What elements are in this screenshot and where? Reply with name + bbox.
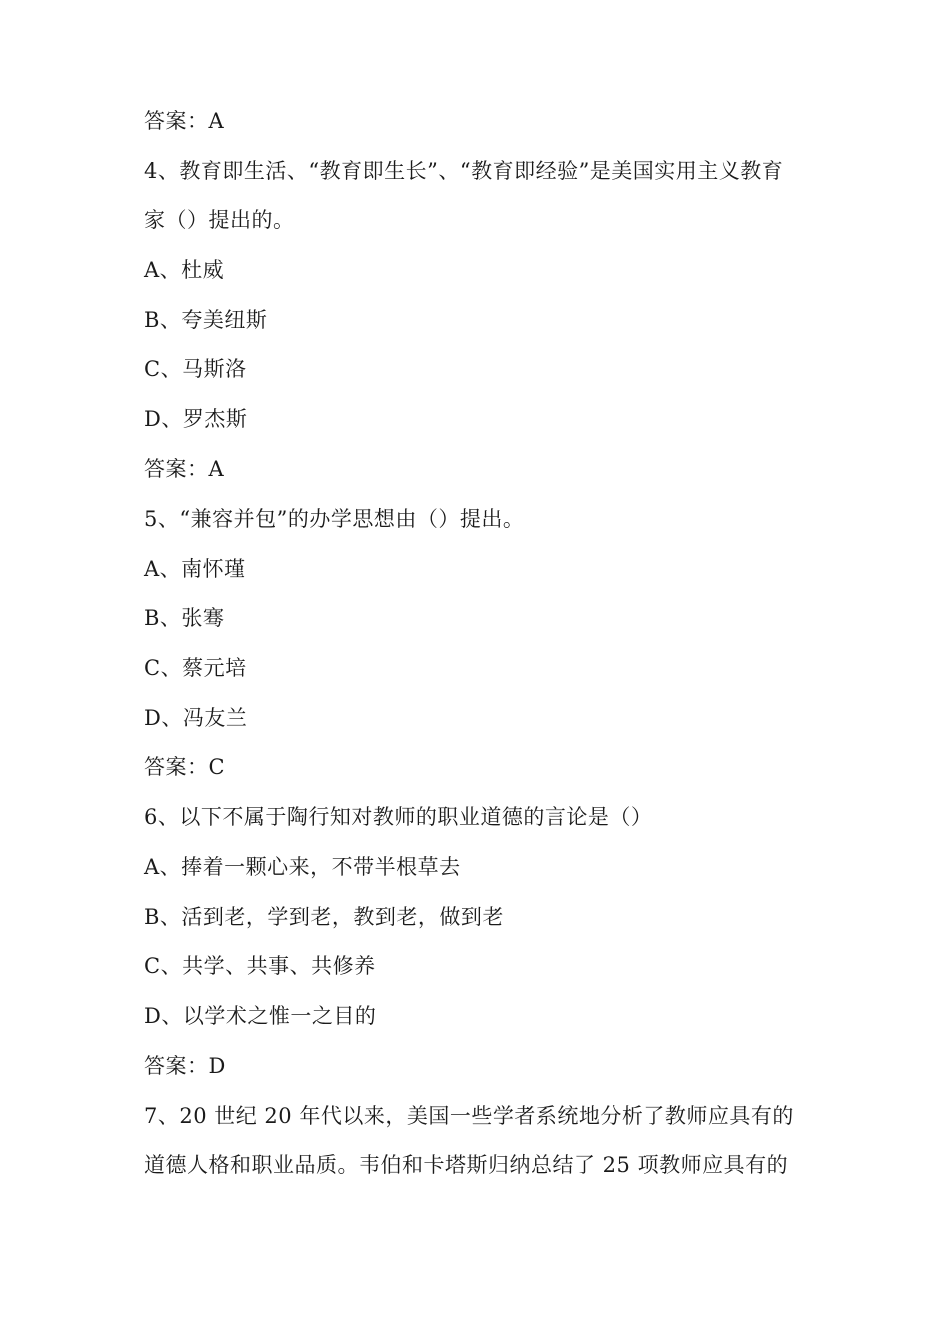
- answer-q4: 答案：A: [144, 457, 225, 481]
- answer-q3: 答案：A: [144, 109, 225, 133]
- question-4-option-d: D、罗杰斯: [144, 407, 248, 431]
- question-7-stem-line-2: 道德人格和职业品质。韦伯和卡塔斯归纳总结了 25 项教师应具有的: [144, 1153, 789, 1177]
- question-6-option-b: B、活到老，学到老，教到老，做到老: [144, 905, 504, 929]
- question-6-stem: 6、以下不属于陶行知对教师的职业道德的言论是（）: [144, 805, 653, 829]
- question-6-option-a: A、捧着一颗心来，不带半根草去: [144, 855, 461, 879]
- question-4-stem-line-1: 4、教育即生活、“教育即生长”、“教育即经验”是美国实用主义教育: [144, 159, 784, 183]
- question-5-option-c: C、蔡元培: [144, 656, 247, 680]
- question-7-stem-line-1: 7、20 世纪 20 年代以来，美国一些学者系统地分析了教师应具有的: [144, 1104, 794, 1128]
- question-4-option-b: B、夸美纽斯: [144, 308, 268, 332]
- question-4-option-a: A、杜威: [144, 258, 225, 282]
- question-5-option-d: D、冯友兰: [144, 706, 248, 730]
- question-6-option-c: C、共学、共事、共修养: [144, 954, 376, 978]
- answer-q5: 答案：C: [144, 755, 226, 779]
- question-4-option-c: C、马斯洛: [144, 357, 247, 381]
- question-4-stem-line-2: 家（）提出的。: [144, 208, 295, 232]
- answer-q6: 答案：D: [144, 1054, 226, 1078]
- question-5-option-b: B、张骞: [144, 606, 225, 630]
- question-6-option-d: D、以学术之惟一之目的: [144, 1004, 377, 1028]
- question-5-option-a: A、南怀瑾: [144, 557, 246, 581]
- question-5-stem: 5、“兼容并包”的办学思想由（）提出。: [144, 507, 525, 531]
